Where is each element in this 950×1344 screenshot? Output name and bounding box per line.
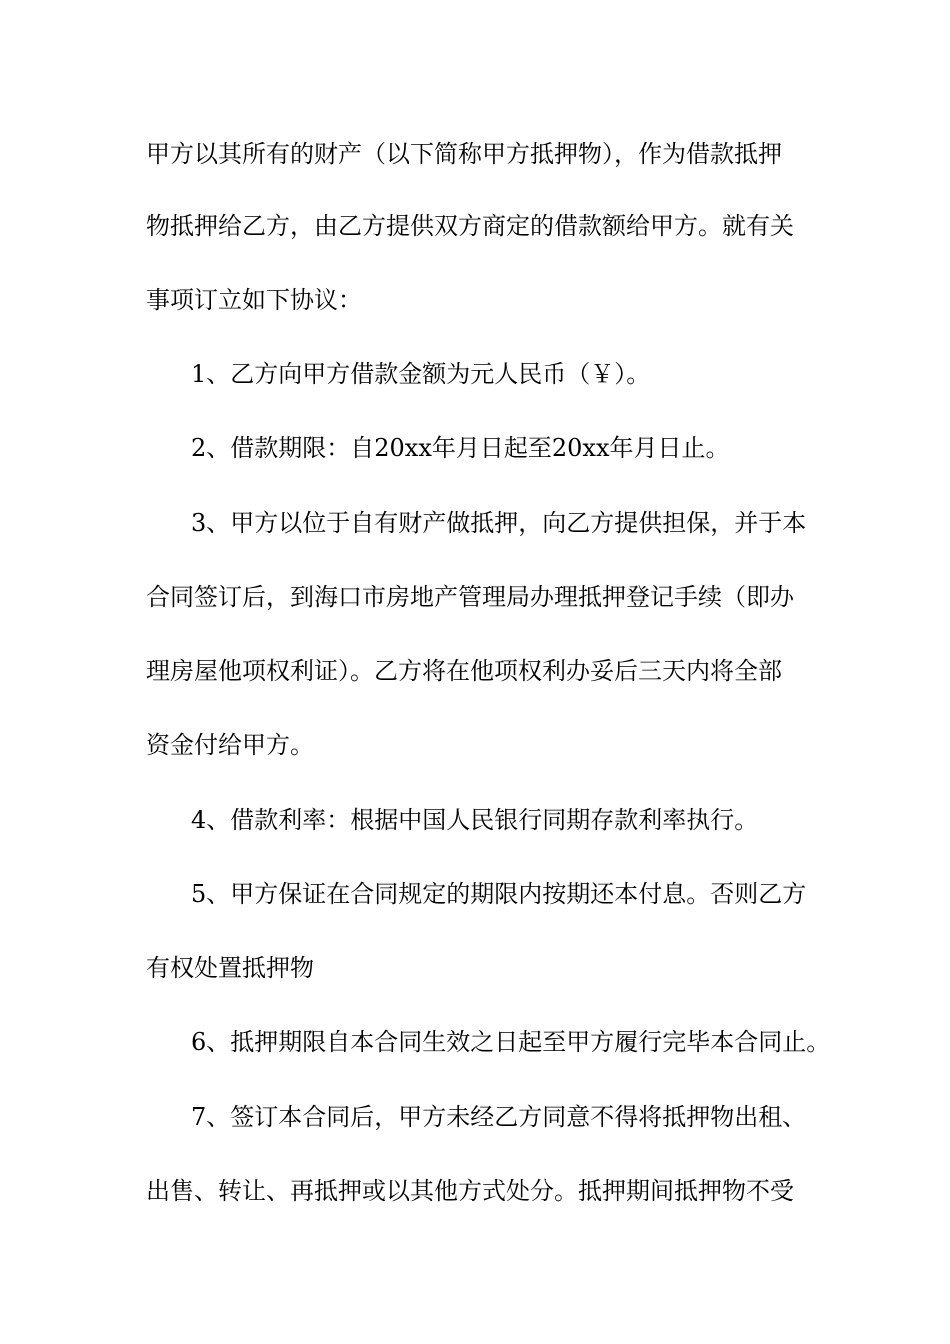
clause-7: 7、签订本合同后，甲方未经乙方同意不得将抵押物出租、 xyxy=(191,1103,807,1131)
clause-1: 1、乙方向甲方借款金额为元人民币（￥）。 xyxy=(191,360,651,388)
clause-4: 4、借款利率：根据中国人民银行同期存款利率执行。 xyxy=(191,806,759,834)
text-line: 有权处置抵押物 xyxy=(146,954,314,982)
text-line: 出售、转让、再抵押或以其他方式处分。抵押期间抵押物不受 xyxy=(146,1177,794,1205)
text-line: 资金付给甲方。 xyxy=(146,731,314,759)
text-line: 甲方以其所有的财产（以下简称甲方抵押物），作为借款抵押 xyxy=(146,140,782,168)
clause-2: 2、借款期限：自20xx年月日起至20xx年月日止。 xyxy=(191,434,730,462)
text-line: 物抵押给乙方，由乙方提供双方商定的借款额给甲方。就有关 xyxy=(146,212,794,240)
clause-3: 3、甲方以位于自有财产做抵押，向乙方提供担保，并于本 xyxy=(191,509,807,537)
text-line: 理房屋他项权利证）。乙方将在他项权利办妥后三天内将全部 xyxy=(146,657,782,685)
text-line: 事项订立如下协议： xyxy=(146,286,362,314)
clause-5: 5、甲方保证在合同规定的期限内按期还本付息。否则乙方 xyxy=(191,880,807,908)
clause-6: 6、抵押期限自本合同生效之日起至甲方履行完毕本合同止。 xyxy=(191,1028,831,1056)
text-line: 合同签订后，到海口市房地产管理局办理抵押登记手续（即办 xyxy=(146,583,794,611)
